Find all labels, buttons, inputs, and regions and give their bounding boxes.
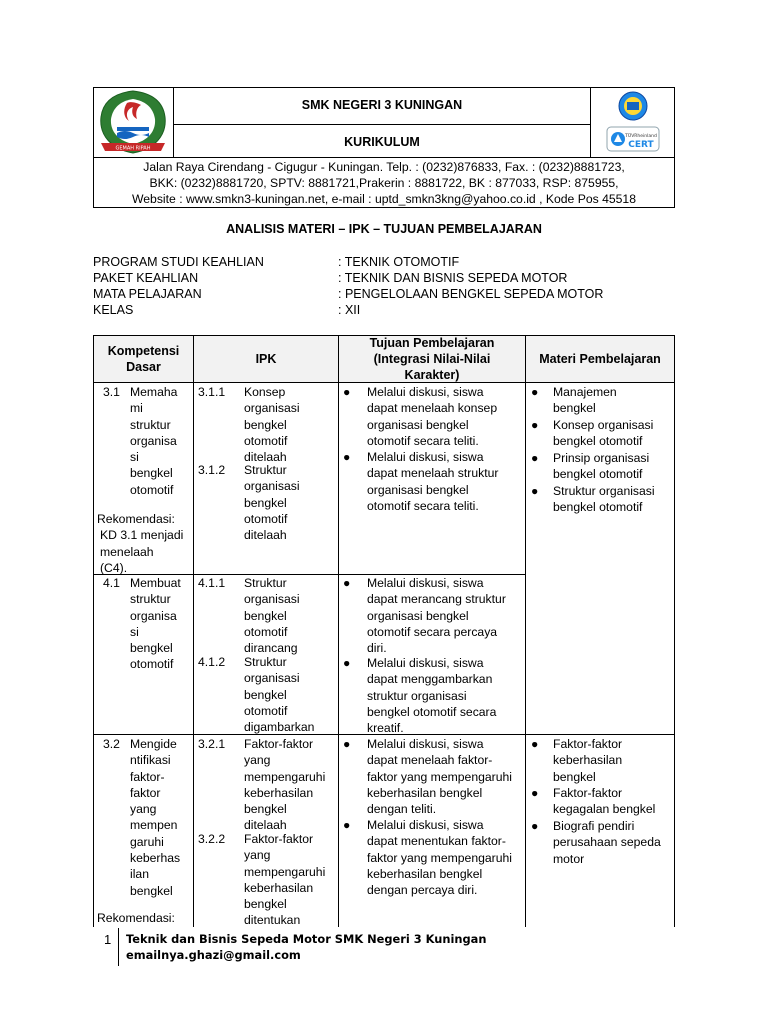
footer-divider [118, 928, 119, 966]
ipk-number: 3.2.2 [198, 832, 226, 846]
school-name: SMK NEGERI 3 KUNINGAN [301, 98, 463, 112]
tujuan-item: Melalui diskusi, siswa dapat menggambarkan struktur organisasi bengkel otomotif secara kreatif. [367, 656, 497, 736]
ipk-number: 3.1.1 [198, 385, 226, 399]
materi-item: Prinsip organisasi bengkel otomotif [553, 451, 650, 482]
header-label: Kompetensi Dasar [107, 344, 180, 374]
tujuan-bullet-icon: ● [343, 656, 351, 670]
header-label: Materi Pembelajaran [539, 352, 661, 366]
svg-text:CERT: CERT [628, 140, 654, 150]
table-border [93, 335, 675, 336]
header-label: IPK [255, 352, 277, 366]
materi-bullet-icon: ● [531, 451, 539, 465]
tujuan-item: Melalui diskusi, siswa dapat menelaah konsep organisasi bengkel otomotif secara teliti. [367, 385, 498, 448]
tujuan-item: Melalui diskusi, siswa dapat menentukan faktor- faktor yang mempengaruhi keberhasilan bengkel dengan percaya diri. [367, 818, 512, 898]
tujuan-bullet-icon: ● [343, 576, 351, 590]
materi-bullet-icon: ● [531, 484, 539, 498]
materi-item: Manajemen bengkel [553, 385, 617, 416]
svg-text:GEMAH RIPAH: GEMAH RIPAH [115, 145, 151, 152]
header-label: Tujuan Pembelajaran (Integrasi Nilai-Nilai Karakter) [369, 336, 495, 382]
table-border [338, 335, 339, 927]
table-border [674, 335, 675, 927]
materi-bullet-icon: ● [531, 385, 539, 399]
ipk-text: Struktur organisasi bengkel otomotif digambarkan [244, 655, 315, 735]
materi-bullet-icon: ● [531, 737, 539, 751]
table-border [193, 335, 194, 927]
table-border [93, 335, 94, 927]
ipk-number: 3.1.2 [198, 463, 226, 477]
kd-recommendation: Rekomendasi: KD 3.1 menjadi menelaah (C4). [97, 512, 184, 575]
kd-text: Mengide ntifikasi faktor- faktor yang mempen garuhi keberhas ilan bengkel [130, 737, 181, 898]
info-value: : PENGELOLAAN BENGKEL SEPEDA MOTOR [338, 287, 604, 301]
info-label: PROGRAM STUDI KEAHLIAN [93, 255, 264, 269]
ipk-text: Konsep organisasi bengkel otomotif ditelaah [244, 385, 300, 465]
tujuan-bullet-icon: ● [343, 450, 351, 464]
ipk-text: Faktor-faktor yang mempengaruhi keberhasilan bengkel ditelaah [244, 737, 326, 833]
kd-text: Memaha mi struktur organisa si bengkel otomotif [130, 385, 178, 497]
tujuan-item: Melalui diskusi, siswa dapat menelaah faktor- faktor yang mempengaruhi keberhasilan bengkel dengan teliti. [367, 737, 512, 817]
document-type: KURIKULUM [344, 135, 420, 149]
footer-email: emailnya.ghazi@gmail.com [126, 948, 301, 962]
address-line: Jalan Raya Cirendang - Cigugur - Kuningan. Telp. : (0232)876833, Fax. : (0232)8881723, [143, 160, 625, 174]
ipk-number: 3.2.1 [198, 737, 226, 751]
ipk-text: Struktur organisasi bengkel otomotif ditelaah [244, 463, 300, 543]
ipk-text: Faktor-faktor yang mempengaruhi keberhasilan bengkel ditentukan [244, 832, 326, 928]
page-number: 1 [104, 932, 112, 947]
table-header-tujuan [339, 336, 525, 382]
ipk-text: Struktur organisasi bengkel otomotif dirancang [244, 576, 300, 656]
table-border [525, 335, 526, 927]
materi-item: Faktor-faktor kegagalan bengkel [553, 786, 656, 817]
materi-item: Faktor-faktor keberhasilan bengkel [553, 737, 623, 784]
info-label: KELAS [93, 303, 134, 317]
info-value: : TEKNIK OTOMOTIF [338, 255, 460, 269]
table-border [93, 382, 675, 383]
kd-number: 3.1 [103, 385, 120, 399]
materi-item: Konsep organisasi bengkel otomotif [553, 418, 654, 449]
footer-line: Teknik dan Bisnis Sepeda Motor SMK Negeri 3 Kuningan [126, 932, 487, 946]
svg-text:TÜVRheinland: TÜVRheinland [625, 134, 657, 139]
kd-number: 3.2 [103, 737, 120, 751]
tujuan-item: Melalui diskusi, siswa dapat merancang struktur organisasi bengkel otomotif secara percaya diri. [367, 576, 506, 656]
kd-recommendation: Rekomendasi: [97, 911, 175, 925]
materi-bullet-icon: ● [531, 786, 539, 800]
page-title: ANALISIS MATERI – IPK – TUJUAN PEMBELAJARAN [226, 222, 542, 236]
info-value: : TEKNIK DAN BISNIS SEPEDA MOTOR [338, 271, 568, 285]
table-header-ipk [194, 336, 338, 382]
materi-item: Biografi pendiri perusahaan sepeda motor [553, 819, 661, 866]
materi-item: Struktur organisasi bengkel otomotif [553, 484, 655, 515]
table-header-kd [94, 336, 193, 382]
tujuan-bullet-icon: ● [343, 385, 351, 399]
table-header-materi [526, 336, 674, 382]
info-label: PAKET KEAHLIAN [93, 271, 199, 285]
materi-bullet-icon: ● [531, 819, 539, 833]
address-line: Website : www.smkn3-kuningan.net, e-mail : uptd_smkn3kng@yahoo.co.id , Kode Pos 45518 [132, 192, 636, 206]
materi-bullet-icon: ● [531, 418, 539, 432]
tujuan-bullet-icon: ● [343, 737, 351, 751]
tujuan-bullet-icon: ● [343, 818, 351, 832]
info-value: : XII [338, 303, 361, 317]
kd-text: Membuat struktur organisa si bengkel otomotif [130, 576, 181, 672]
kd-number: 4.1 [103, 576, 120, 590]
info-label: MATA PELAJARAN [93, 287, 202, 301]
address-line: BKK: (0232)8881720, SPTV: 8881721,Prakerin : 8881722, BK : 877033, RSP: 875955, [149, 176, 619, 190]
ipk-number: 4.1.2 [198, 655, 226, 669]
ipk-number: 4.1.1 [198, 576, 226, 590]
tujuan-item: Melalui diskusi, siswa dapat menelaah struktur organisasi bengkel otomotif secara teliti. [367, 450, 499, 513]
